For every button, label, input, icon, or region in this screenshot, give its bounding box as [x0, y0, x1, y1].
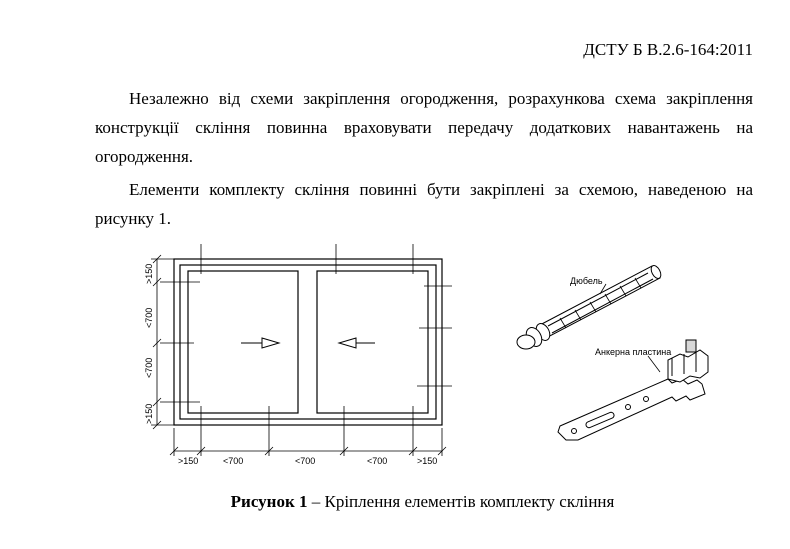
dimension-left-3: <700 — [144, 357, 154, 378]
fixing-points — [160, 244, 452, 456]
paragraph-glazing-elements: Елементи комплекту скління повинні бути закріплені за схемою, наведеною на рисунку 1. — [95, 180, 753, 228]
anchor-plate-label: Анкерна пластина — [595, 347, 672, 357]
dimension-left-2: <700 — [144, 307, 154, 328]
caption-text: – Кріплення елементів комплекту скління — [307, 492, 615, 511]
dimension-bottom-5: >150 — [417, 456, 438, 466]
window-frame-outer — [174, 259, 442, 425]
dimension-bottom-1: >150 — [178, 456, 199, 466]
window-frame-inner — [180, 265, 436, 419]
dimension-left-1: >150 — [144, 263, 154, 284]
arrow-right-icon — [262, 338, 279, 348]
dimension-bottom-3: <700 — [295, 456, 316, 466]
standard-code: ДСТУ Б В.2.6-164:2011 — [583, 40, 753, 59]
arrow-left-icon — [339, 338, 356, 348]
dowel-label: Дюбель — [570, 276, 603, 286]
figure-caption — [0, 492, 790, 512]
paragraph-fixing-scheme: Незалежно від схеми закріплення огородження, розрахункова схема закріплення конструкції скління повинна враховувати передачу додаткових навантажень на огородження. — [95, 89, 753, 166]
dimension-bottom-2: <700 — [223, 456, 244, 466]
sash-right — [317, 271, 428, 413]
caption-figure-number: Рисунок 1 — [230, 492, 308, 511]
dimension-bottom-4: <700 — [367, 456, 388, 466]
bottom-dimension-chain — [170, 428, 446, 456]
left-dimension-chain — [151, 255, 176, 429]
sash-left — [188, 271, 298, 413]
dimension-left-4: >150 — [144, 403, 154, 424]
